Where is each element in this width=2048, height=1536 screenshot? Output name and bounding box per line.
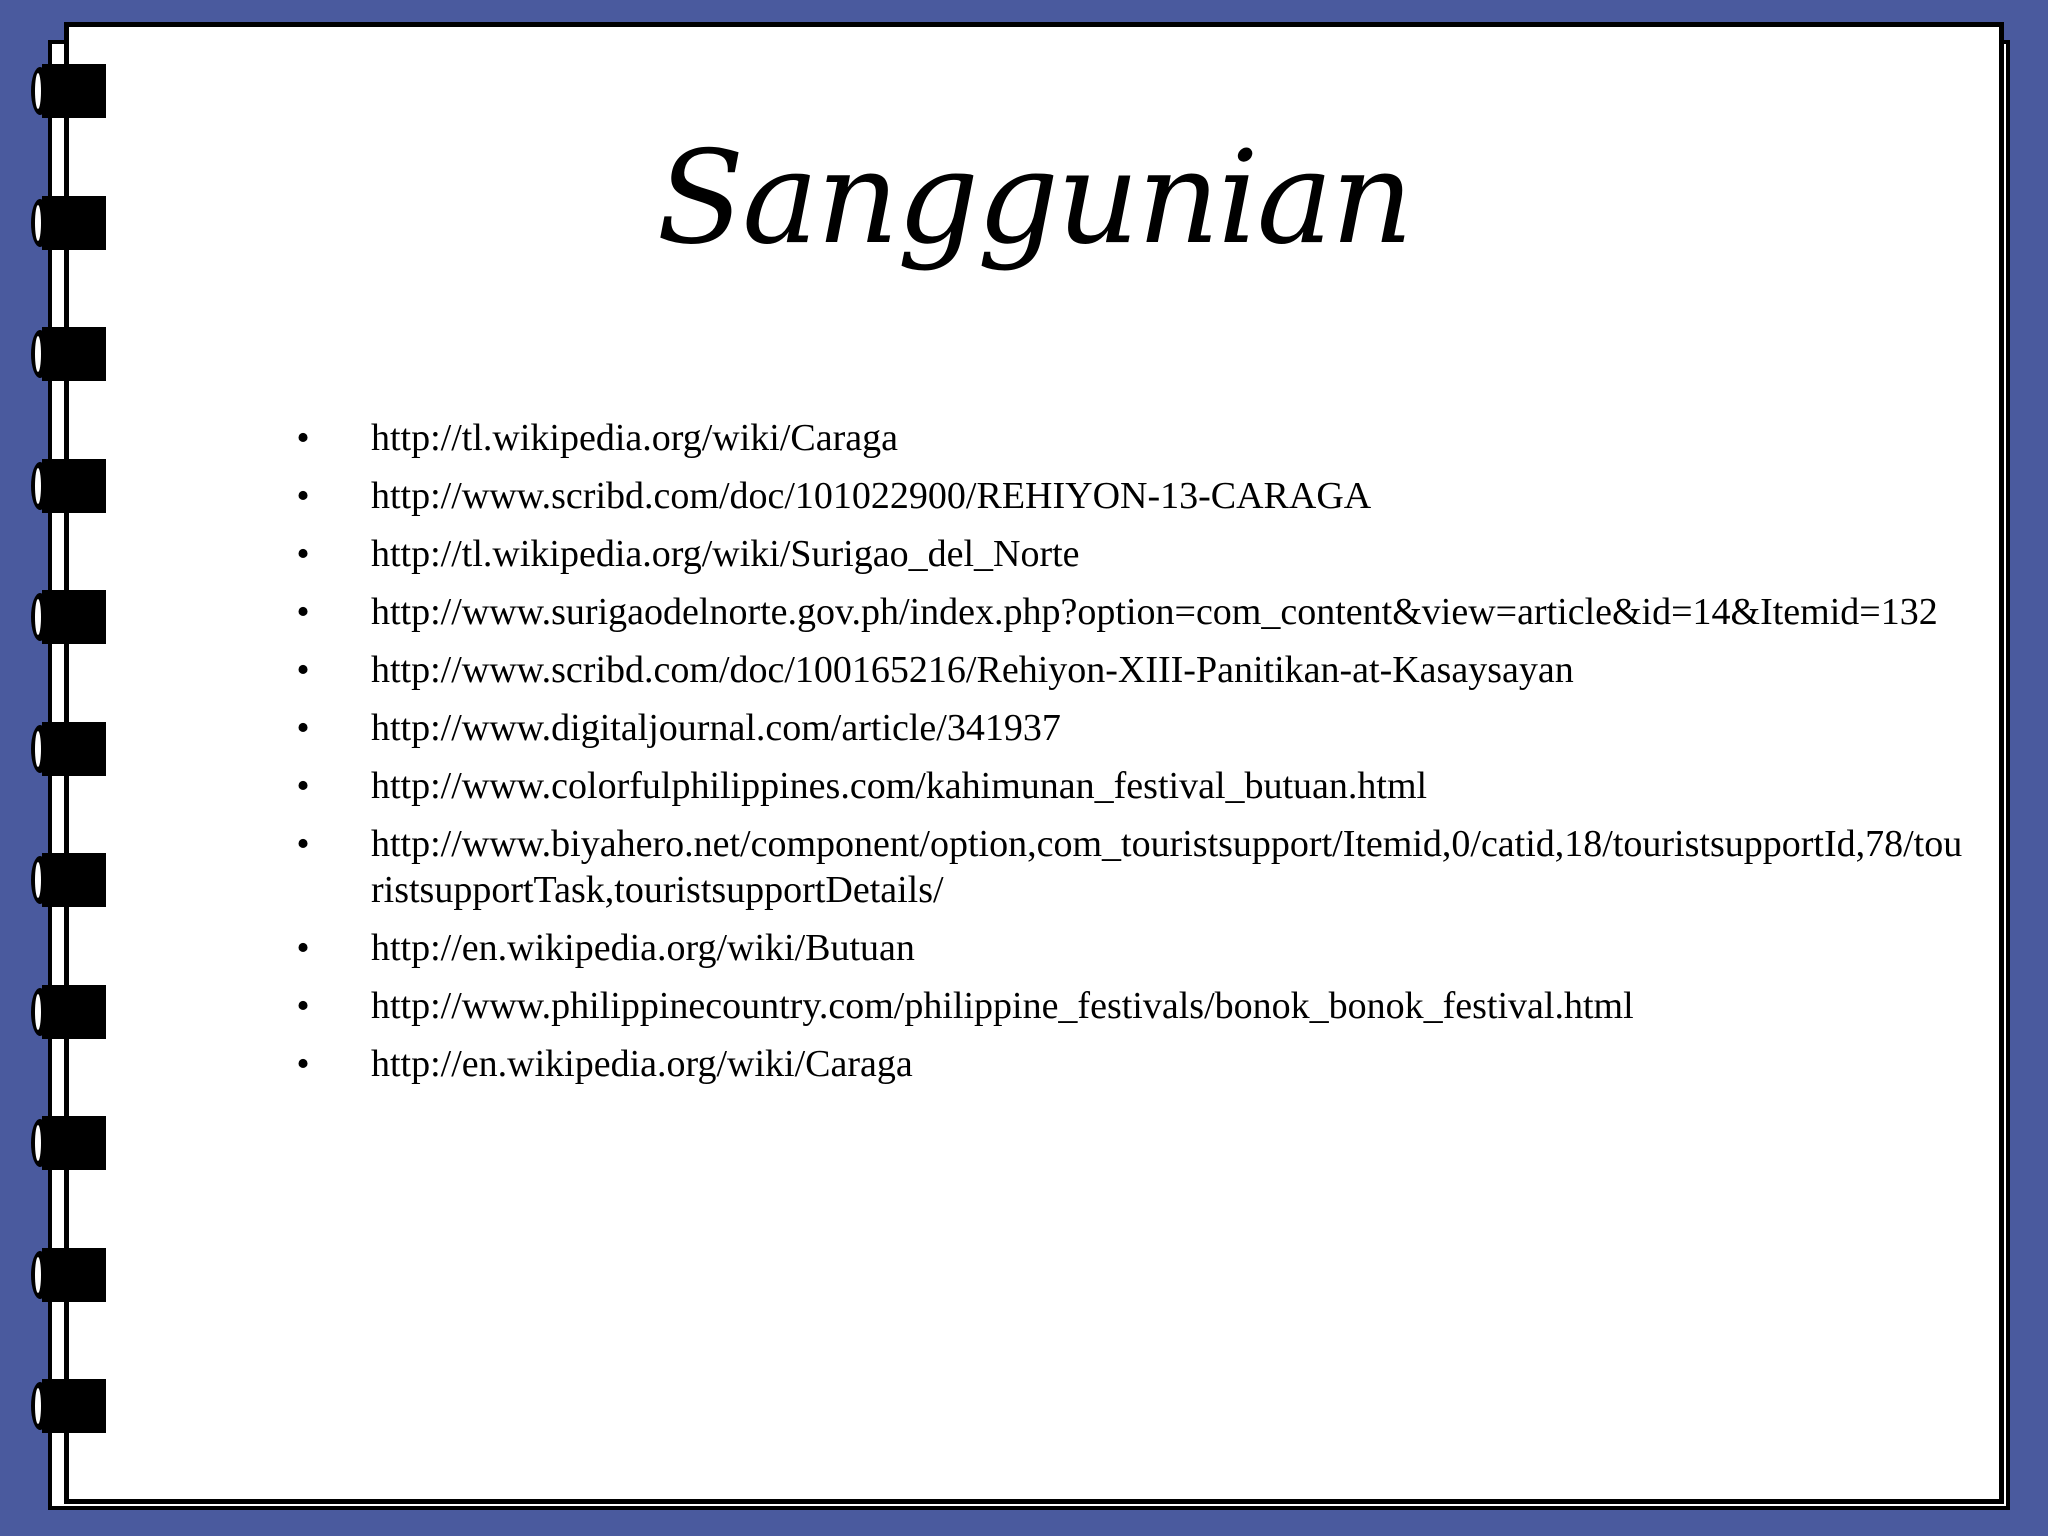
reference-item[interactable] bbox=[291, 983, 1971, 1029]
reference-link[interactable]: http://www.philippinecountry.com/philippine_festivals/bonok_bonok_festival.html bbox=[371, 985, 1634, 1027]
reference-link[interactable]: http://tl.wikipedia.org/wiki/Caraga bbox=[371, 417, 898, 459]
bullet: • bbox=[296, 475, 310, 517]
reference-link[interactable]: http://tl.wikipedia.org/wiki/Surigao_del_Norte bbox=[371, 533, 1080, 575]
bullet: • bbox=[296, 417, 310, 459]
reference-link[interactable]: http://www.surigaodelnorte.gov.ph/index.php?option=com_content&view=article&id=14&Itemid=132 bbox=[371, 591, 1938, 633]
reference-item[interactable] bbox=[291, 589, 1971, 635]
binding-ring-icon bbox=[28, 1116, 106, 1170]
reference-link[interactable]: http://www.digitaljournal.com/article/341937 bbox=[371, 707, 1061, 749]
binding-ring-icon bbox=[28, 985, 106, 1039]
reference-item[interactable] bbox=[291, 647, 1971, 693]
binding-ring-icon bbox=[28, 722, 106, 776]
reference-link[interactable]: http://www.colorfulphilippines.com/kahimunan_festival_butuan.html bbox=[371, 765, 1428, 807]
bullet: • bbox=[296, 765, 310, 807]
reference-item[interactable] bbox=[291, 821, 1971, 913]
reference-link[interactable]: http://en.wikipedia.org/wiki/Caraga bbox=[371, 1043, 913, 1085]
binding-ring-icon bbox=[28, 853, 106, 907]
bullet: • bbox=[296, 927, 310, 969]
bullet: • bbox=[296, 823, 310, 865]
binding-ring-icon bbox=[28, 196, 106, 250]
notebook-page bbox=[64, 22, 2004, 1504]
reference-item[interactable] bbox=[291, 1041, 1971, 1087]
reference-link[interactable]: http://www.scribd.com/doc/100165216/Rehiyon-XIII-Panitikan-at-Kasaysayan bbox=[371, 649, 1574, 691]
bullet: • bbox=[296, 707, 310, 749]
binding-ring-icon bbox=[28, 327, 106, 381]
binding-ring-icon bbox=[28, 1379, 106, 1433]
bullet: • bbox=[296, 985, 310, 1027]
bullet: • bbox=[296, 649, 310, 691]
slide-title: Sanggunian bbox=[656, 124, 1412, 273]
binding-ring-icon bbox=[28, 590, 106, 644]
reference-item[interactable] bbox=[291, 925, 1971, 971]
bullet: • bbox=[296, 591, 310, 633]
bullet: • bbox=[296, 1043, 310, 1085]
reference-item[interactable] bbox=[291, 531, 1971, 577]
bullet: • bbox=[296, 533, 310, 575]
reference-item[interactable] bbox=[291, 473, 1971, 519]
reference-item[interactable] bbox=[291, 705, 1971, 751]
reference-item[interactable] bbox=[291, 763, 1971, 809]
reference-link[interactable]: http://www.biyahero.net/component/option,com_touristsupport/Itemid,0/catid,18/touristsupportId,78/touristsupportTask,touristsupportDetails/ bbox=[371, 823, 1963, 911]
binding-ring-icon bbox=[28, 64, 106, 118]
reference-list bbox=[291, 415, 1971, 1099]
reference-link[interactable]: http://en.wikipedia.org/wiki/Butuan bbox=[371, 927, 915, 969]
reference-item[interactable] bbox=[291, 415, 1971, 461]
binding-ring-icon bbox=[28, 1248, 106, 1302]
binding-ring-icon bbox=[28, 459, 106, 513]
reference-link[interactable]: http://www.scribd.com/doc/101022900/REHIYON-13-CARAGA bbox=[371, 475, 1372, 517]
